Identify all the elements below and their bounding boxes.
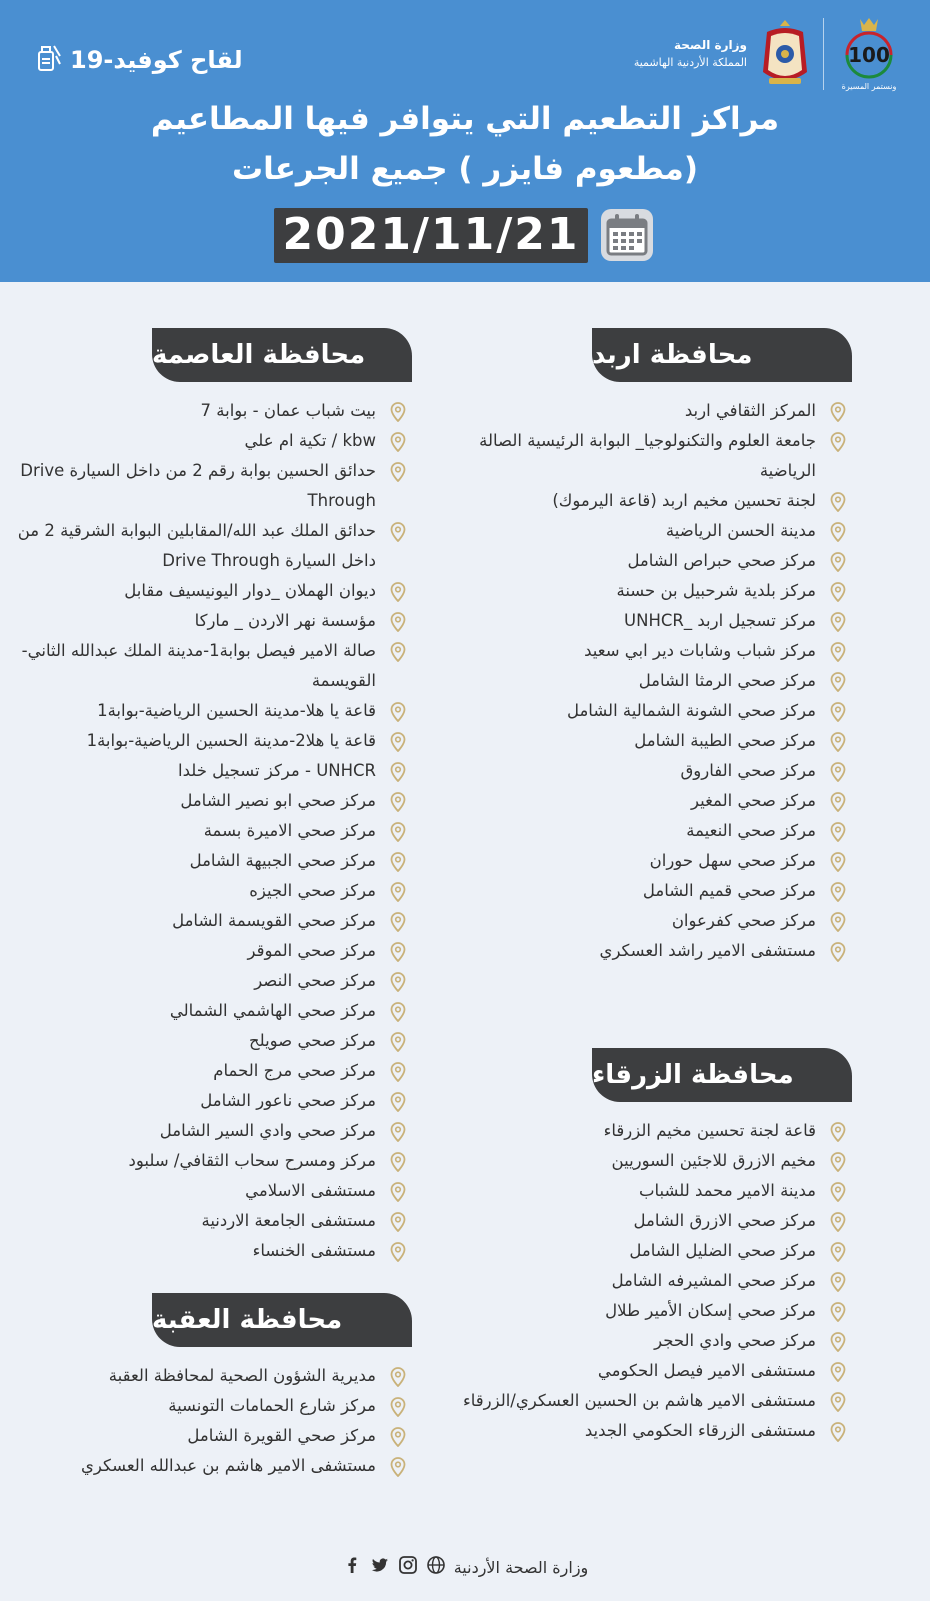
center-name: مستشفى الجامعة الاردنية (201, 1211, 376, 1230)
centennial-slogan: ونستمر المسيرة (841, 82, 897, 91)
location-pin-icon (830, 522, 846, 542)
center-name: مركز ومسرح سحاب الثقافي/ سلبود (128, 1151, 376, 1170)
center-name: مركز صحي وادي الحجر (654, 1331, 816, 1350)
list-item (422, 1116, 852, 1146)
location-pin-icon (830, 762, 846, 782)
location-pin-icon (830, 1332, 846, 1352)
center-name: مركز صحي المغير (691, 791, 816, 810)
location-pin-icon (390, 852, 406, 872)
center-name: UNHCR - مركز تسجيل خلدا (178, 761, 376, 780)
center-name: مستشفى الامير فيصل الحكومي (597, 1361, 816, 1380)
list-item (422, 936, 852, 966)
list-item (422, 396, 852, 426)
location-pin-icon (390, 822, 406, 842)
location-pin-icon (390, 1397, 406, 1417)
location-pin-icon (830, 702, 846, 722)
list-item (0, 1391, 412, 1421)
list-item (422, 426, 852, 486)
center-name: مركز صحي الجبيهة الشامل (189, 851, 376, 870)
location-pin-icon (390, 882, 406, 902)
center-name: مركز صحي ناعور الشامل (200, 1091, 376, 1110)
section-zarqa (422, 1048, 852, 1446)
list-item (0, 396, 412, 426)
list-item (0, 1361, 412, 1391)
list-item (422, 486, 852, 516)
list-item (422, 546, 852, 576)
location-pin-icon (390, 972, 406, 992)
globe-icon[interactable] (426, 1555, 446, 1579)
center-name: مؤسسة نهر الاردن _ ماركا (194, 611, 376, 630)
list-item (422, 666, 852, 696)
twitter-icon[interactable] (370, 1555, 390, 1579)
center-name: مستشفى الامير راشد العسكري (599, 941, 816, 960)
location-pin-icon (830, 492, 846, 512)
center-name: مركز شارع الحمامات التونسية (168, 1396, 376, 1415)
location-pin-icon (390, 1212, 406, 1232)
center-name: مركز صحي كفرعوان (671, 911, 816, 930)
location-pin-icon (390, 582, 406, 602)
list-item (0, 996, 412, 1026)
list-item (0, 1176, 412, 1206)
list-item (0, 1056, 412, 1086)
center-name: جامعة العلوم والتكنولوجيا_ البوابة الرئيسية الصالة الرياضية (479, 431, 816, 480)
location-pin-icon (390, 792, 406, 812)
list-item (0, 456, 412, 516)
list-item (422, 606, 852, 636)
center-name: مركز صحي سهل حوران (649, 851, 816, 870)
list-item (0, 1086, 412, 1116)
location-pin-icon (390, 462, 406, 482)
center-list (422, 396, 852, 966)
list-item (422, 786, 852, 816)
center-name: مركز صحي القويرة الشامل (187, 1426, 376, 1445)
center-name: حدائق الحسين بوابة رقم 2 من داخل السيارة Drive Through (20, 461, 376, 510)
location-pin-icon (390, 432, 406, 452)
center-name: لجنة تحسين مخيم اربد (قاعة اليرموك) (552, 491, 816, 510)
list-item (0, 606, 412, 636)
list-item (0, 576, 412, 606)
list-item (422, 696, 852, 726)
location-pin-icon (830, 432, 846, 452)
center-name: قاعة يا هلا2-مدينة الحسين الرياضية-بوابة1 (86, 731, 376, 750)
date-badge: 2021/11/21 (274, 208, 587, 263)
center-name: مركز صحي الاميرة بسمة (203, 821, 376, 840)
section-aqaba (0, 1293, 412, 1481)
center-name: مركز صحي صويلح (248, 1031, 376, 1050)
center-list (0, 1361, 412, 1481)
list-item (0, 1206, 412, 1236)
center-list (422, 1116, 852, 1446)
location-pin-icon (830, 852, 846, 872)
center-name: مركز صحي الهاشمي الشمالي (169, 1001, 376, 1020)
list-item (422, 726, 852, 756)
ministry-text (634, 37, 747, 70)
center-name: مركز صحي القويسمة الشامل (172, 911, 376, 930)
center-name: مركز صحي الشونة الشمالية الشامل (566, 701, 816, 720)
center-name: مركز صحي الرمثا الشامل (638, 671, 816, 690)
location-pin-icon (830, 1272, 846, 1292)
list-item (422, 576, 852, 606)
vaccine-vial-icon (36, 42, 62, 78)
location-pin-icon (830, 672, 846, 692)
location-pin-icon (390, 1457, 406, 1477)
center-list (0, 396, 412, 1266)
location-pin-icon (830, 912, 846, 932)
location-pin-icon (390, 1242, 406, 1262)
center-name: مركز صحي ابو نصير الشامل (180, 791, 376, 810)
center-name: مركز صحي الازرق الشامل (633, 1211, 816, 1230)
center-name: مركز صحي مرج الحمام (213, 1061, 376, 1080)
center-name: ديوان الهملان _دوار اليونيسيف مقابل (124, 581, 376, 600)
center-name: مركز صحي الجيزه (249, 881, 376, 900)
center-name: مركز صحي الطيبة الشامل (634, 731, 816, 750)
center-name: مركز صحي الموقر (247, 941, 376, 960)
section-irbid (422, 328, 852, 966)
list-item (0, 636, 412, 696)
location-pin-icon (830, 1212, 846, 1232)
list-item (422, 1296, 852, 1326)
location-pin-icon (830, 882, 846, 902)
brand-divider (823, 18, 824, 90)
vaccine-tag (36, 42, 243, 78)
center-name: مركز صحي النصر (254, 971, 376, 990)
ministry-name: وزارة الصحة (673, 38, 747, 53)
footer (0, 1555, 930, 1579)
location-pin-icon (390, 612, 406, 632)
location-pin-icon (390, 1032, 406, 1052)
center-name: مركز شباب وشابات دير ابي سعيد (584, 641, 816, 660)
list-item (0, 516, 412, 576)
location-pin-icon (830, 612, 846, 632)
location-pin-icon (830, 552, 846, 572)
location-pin-icon (830, 1362, 846, 1382)
list-item (0, 786, 412, 816)
center-name: حدائق الملك عبد الله/المقابلين البوابة الشرقية 2 من داخل السيارة Drive Through (17, 521, 376, 570)
list-item (0, 876, 412, 906)
list-item (422, 1416, 852, 1446)
instagram-icon[interactable] (398, 1555, 418, 1579)
center-name: قاعة يا هلا-مدينة الحسين الرياضية-بوابة1 (97, 701, 376, 720)
kingdom-name: المملكة الأردنية الهاشمية (633, 55, 747, 69)
location-pin-icon (830, 1122, 846, 1142)
list-item (0, 846, 412, 876)
centennial-number: 100 (848, 43, 890, 67)
list-item (422, 1326, 852, 1356)
center-name: مديرية الشؤون الصحية لمحافظة العقبة (108, 1366, 376, 1385)
center-name: مستشفى الخنساء (252, 1241, 376, 1260)
center-name: مركز صحي قميم الشامل (642, 881, 816, 900)
section-title: محافظة اربد (592, 328, 852, 382)
location-pin-icon (830, 1392, 846, 1412)
jordan-emblem (757, 18, 813, 90)
location-pin-icon (830, 1152, 846, 1172)
center-name: بيت شباب عمان - بوابة 7 (200, 401, 376, 420)
location-pin-icon (390, 1122, 406, 1142)
location-pin-icon (830, 642, 846, 662)
center-name: مركز صحي وادي السير الشامل (159, 1121, 376, 1140)
page-subtitle: (مطعوم فايزر ) جميع الجرعات (231, 151, 699, 187)
list-item (0, 1421, 412, 1451)
center-name: مركز صحي الضليل الشامل (629, 1241, 816, 1260)
location-pin-icon (390, 1367, 406, 1387)
list-item (0, 906, 412, 936)
list-item (0, 756, 412, 786)
list-item (422, 906, 852, 936)
location-pin-icon (390, 1152, 406, 1172)
location-pin-icon (830, 942, 846, 962)
header-banner (0, 0, 930, 282)
section-title: محافظة الزرقاء (592, 1048, 852, 1102)
center-name: مستشفى الزرقاء الحكومي الجديد (584, 1421, 816, 1440)
section-title: محافظة العاصمة (152, 328, 412, 382)
list-item (0, 816, 412, 846)
location-pin-icon (830, 822, 846, 842)
center-name: kbw / تكية ام علي (244, 431, 376, 450)
vaccine-label: لقاح كوفيد-19 (70, 46, 243, 74)
location-pin-icon (390, 762, 406, 782)
list-item (0, 726, 412, 756)
center-name: مركز بلدية شرحبيل بن حسنة (616, 581, 816, 600)
list-item (422, 846, 852, 876)
list-item (0, 936, 412, 966)
list-item (422, 1386, 852, 1416)
location-pin-icon (390, 1182, 406, 1202)
center-name: مستشفى الامير هاشم بن عبدالله العسكري (80, 1456, 376, 1475)
list-item (0, 426, 412, 456)
center-name: مركز صحي حبراص الشامل (627, 551, 816, 570)
footer-label: وزارة الصحة الأردنية (453, 1557, 589, 1577)
center-name: مركز صحي الفاروق (680, 761, 816, 780)
center-name: مركز صحي المشيرفه الشامل (611, 1271, 816, 1290)
location-pin-icon (830, 792, 846, 812)
section-capital (0, 328, 412, 1266)
location-pin-icon (390, 912, 406, 932)
center-name: المركز الثقافي اربد (684, 401, 816, 420)
list-item (0, 1236, 412, 1266)
section-title: محافظة العقبة (152, 1293, 412, 1347)
location-pin-icon (390, 1092, 406, 1112)
center-name: مستشفى الامير هاشم بن الحسين العسكري/الزرقاء (462, 1391, 816, 1410)
list-item (0, 966, 412, 996)
center-name: مخيم الازرق للاجئين السوريين (611, 1151, 816, 1170)
list-item (422, 1176, 852, 1206)
center-name: صالة الامير فيصل بوابة1-مدينة الملك عبدالله الثاني-القويسمة (21, 641, 376, 690)
date-row (0, 206, 930, 264)
list-item (0, 696, 412, 726)
page-title: مراكز التطعيم التي يتوافر فيها المطاعيم (150, 101, 780, 137)
location-pin-icon (830, 1422, 846, 1442)
location-pin-icon (390, 1002, 406, 1022)
location-pin-icon (830, 1302, 846, 1322)
center-name: مدينة الحسن الرياضية (665, 521, 816, 540)
location-pin-icon (830, 582, 846, 602)
center-name: قاعة لجنة تحسين مخيم الزرقاء (603, 1121, 816, 1140)
list-item (422, 1266, 852, 1296)
calendar-icon (598, 206, 656, 264)
location-pin-icon (390, 702, 406, 722)
list-item (0, 1026, 412, 1056)
location-pin-icon (390, 402, 406, 422)
list-item (422, 636, 852, 666)
list-item (422, 516, 852, 546)
list-item (422, 1356, 852, 1386)
location-pin-icon (390, 642, 406, 662)
list-item (422, 1206, 852, 1236)
location-pin-icon (830, 402, 846, 422)
centennial-logo (834, 15, 904, 93)
location-pin-icon (390, 522, 406, 542)
facebook-icon[interactable] (342, 1555, 362, 1579)
list-item (0, 1451, 412, 1481)
location-pin-icon (830, 732, 846, 752)
location-pin-icon (390, 1427, 406, 1447)
list-item (422, 816, 852, 846)
list-item (0, 1146, 412, 1176)
list-item (422, 876, 852, 906)
center-name: مدينة الامير محمد للشباب (638, 1181, 816, 1200)
location-pin-icon (390, 1062, 406, 1082)
ministry-brand (634, 14, 904, 94)
list-item (422, 1146, 852, 1176)
location-pin-icon (390, 732, 406, 752)
center-name: مركز صحي النعيمة (686, 821, 816, 840)
location-pin-icon (830, 1242, 846, 1262)
list-item (422, 1236, 852, 1266)
location-pin-icon (390, 942, 406, 962)
center-name: مركز تسجيل اربد _UNHCR (624, 611, 816, 630)
list-item (0, 1116, 412, 1146)
list-item (422, 756, 852, 786)
location-pin-icon (830, 1182, 846, 1202)
center-name: مركز صحي إسكان الأمير طلال (605, 1301, 816, 1320)
center-name: مستشفى الاسلامي (245, 1181, 376, 1200)
